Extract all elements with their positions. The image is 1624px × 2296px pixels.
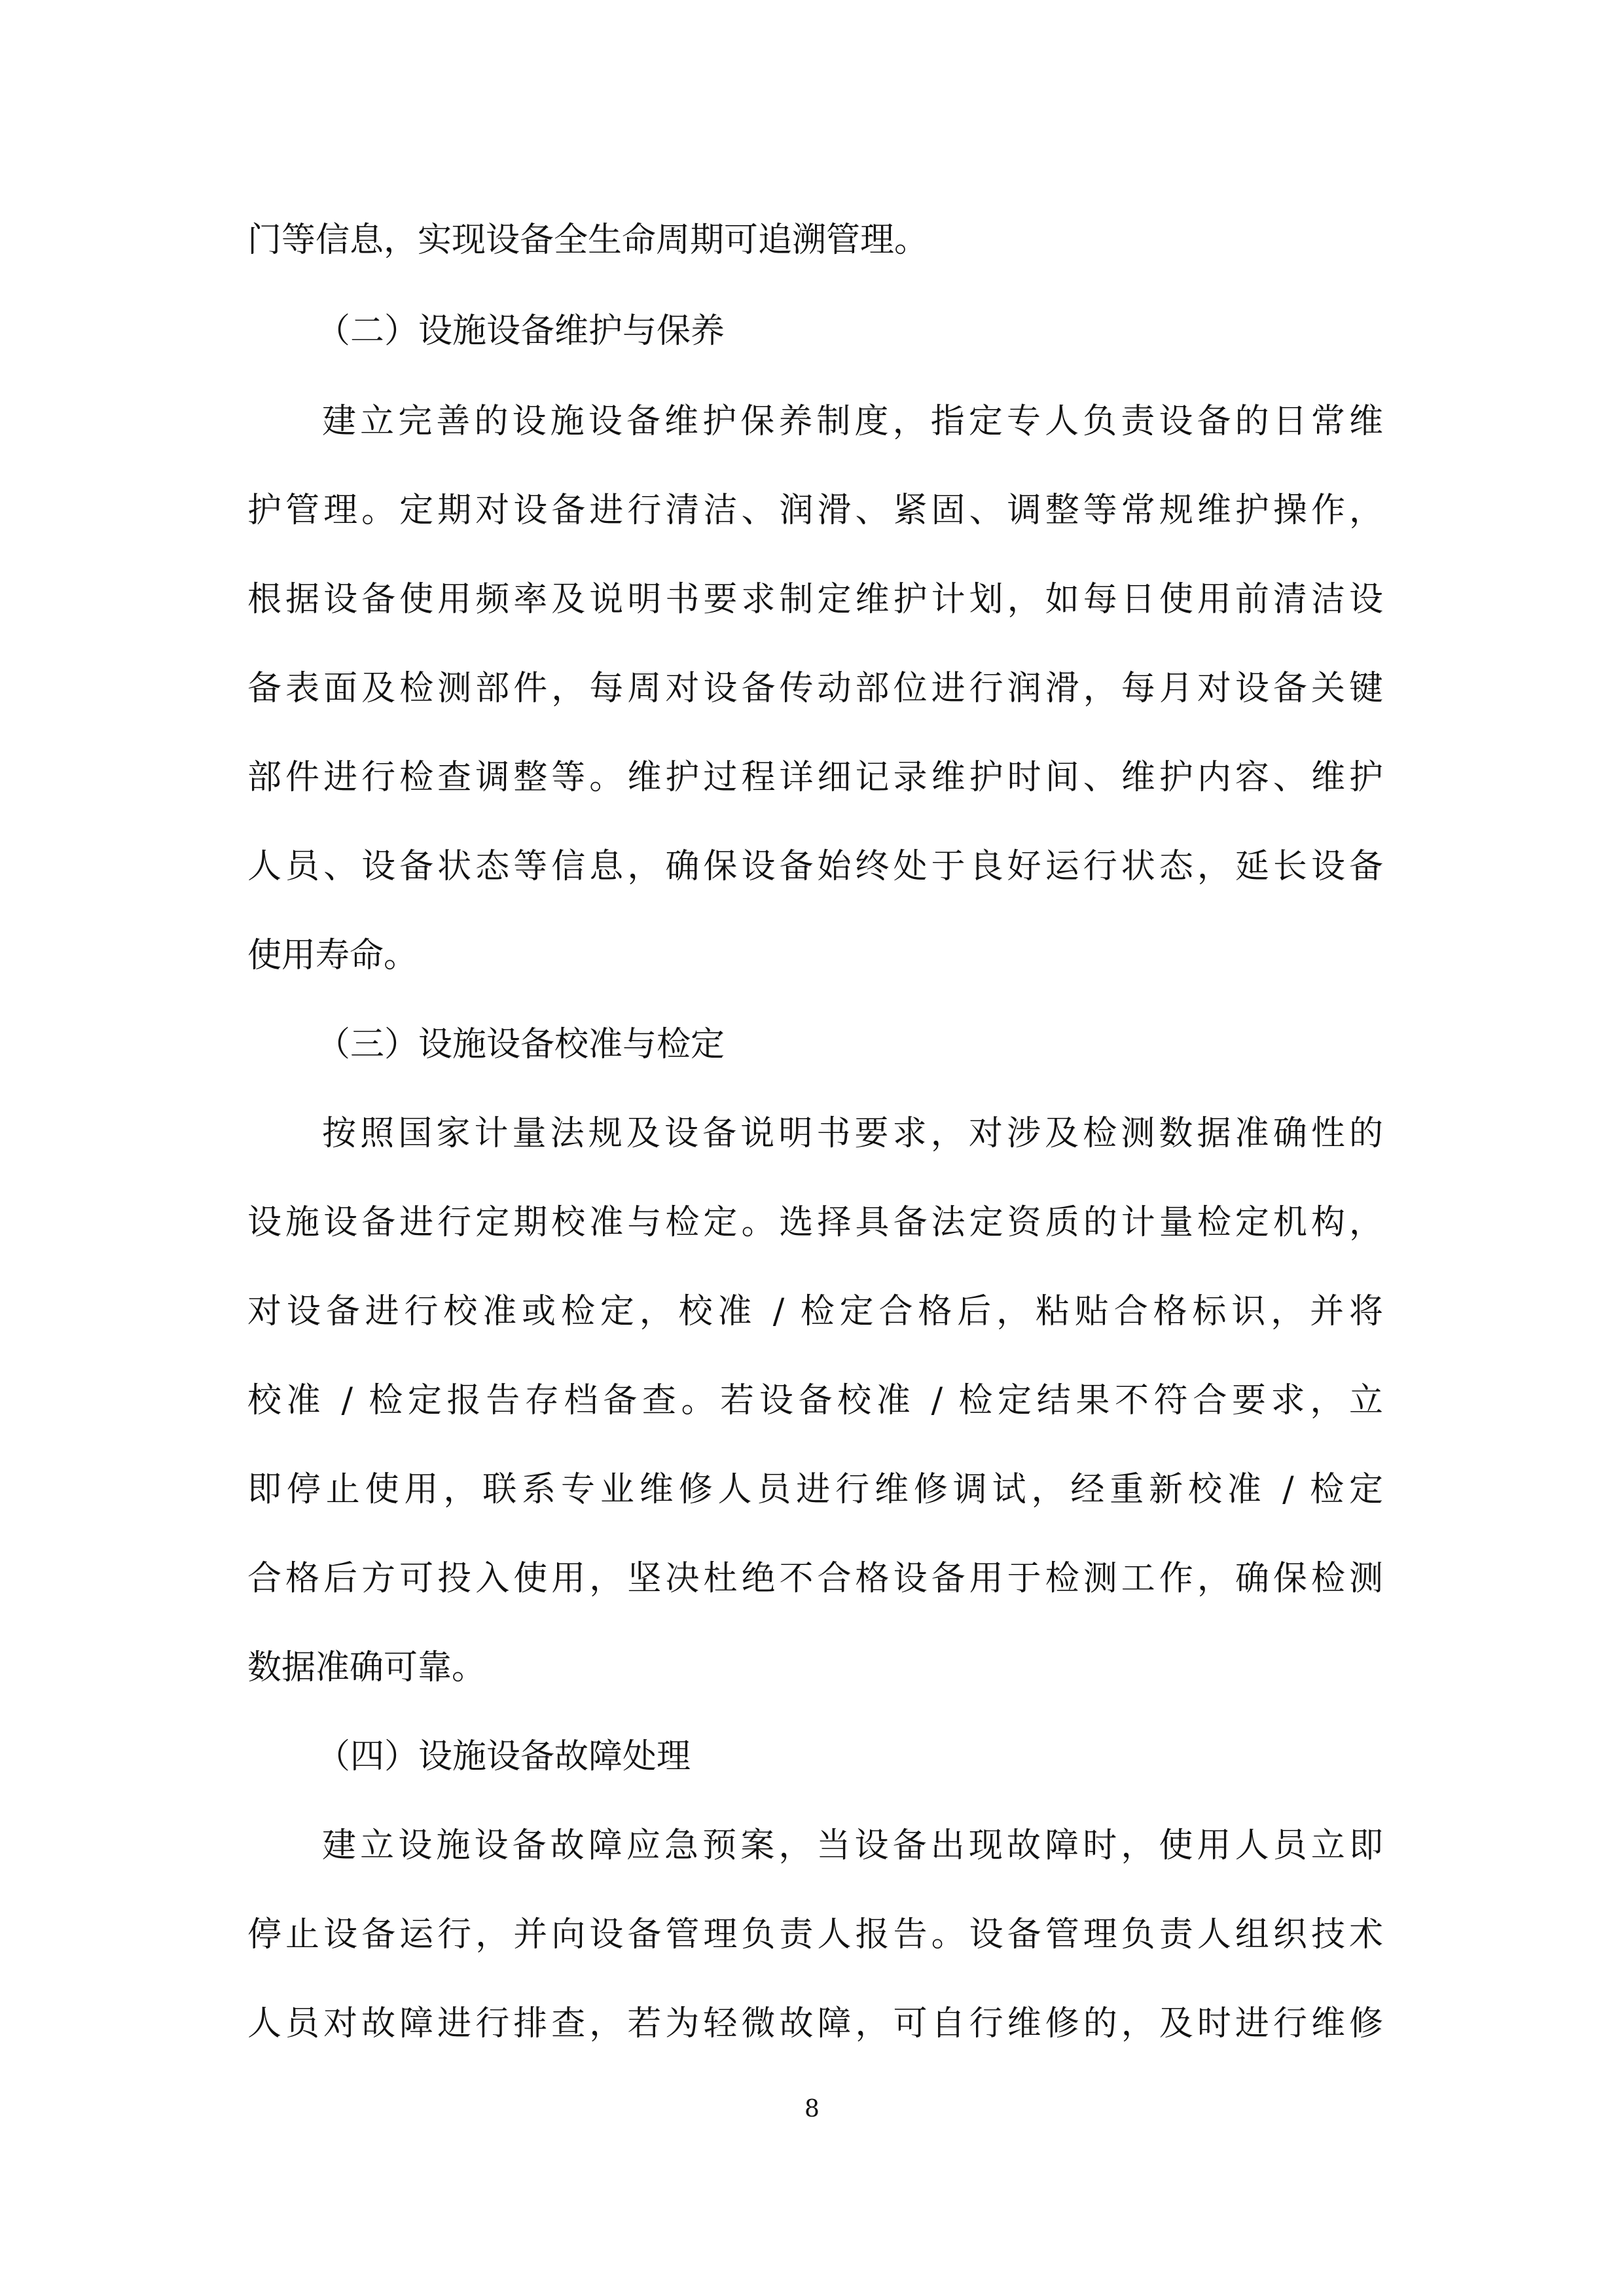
paragraph-line: 数据准确可靠。	[247, 1648, 486, 1687]
paragraph-line: 人员、设备状态等信息，确保设备始终处于良好运行状态，延长设备	[247, 847, 1383, 886]
section-heading-fault-handling: （四）设施设备故障处理	[316, 1737, 691, 1776]
paragraph-line: 停止设备运行，并向设备管理负责人报告。设备管理负责人组织技术	[247, 1915, 1383, 1954]
paragraph-line: 使用寿命。	[247, 936, 418, 975]
paragraph-line: 设施设备进行定期校准与检定。选择具备法定资质的计量检定机构，	[247, 1203, 1383, 1242]
paragraph-line: 建立完善的设施设备维护保养制度，指定专人负责设备的日常维	[322, 402, 1383, 441]
section-heading-maintenance: （二）设施设备维护与保养	[316, 312, 725, 351]
paragraph-line: 部件进行检查调整等。维护过程详细记录维护时间、维护内容、维护	[247, 758, 1383, 797]
paragraph-line: 建立设施设备故障应急预案，当设备出现故障时，使用人员立即	[322, 1826, 1383, 1865]
paragraph-continuation: 门等信息，实现设备全生命周期可追溯管理。	[247, 221, 929, 260]
paragraph-line: 根据设备使用频率及说明书要求制定维护计划，如每日使用前清洁设	[247, 580, 1383, 619]
page-number: 8	[804, 2096, 820, 2123]
paragraph-line: 护管理。定期对设备进行清洁、润滑、紧固、调整等常规维护操作，	[247, 491, 1383, 530]
section-heading-calibration: （三）设施设备校准与检定	[316, 1025, 725, 1064]
paragraph-line: 人员对故障进行排查，若为轻微故障，可自行维修的，及时进行维修	[247, 2004, 1383, 2043]
paragraph-line: 即停止使用，联系专业维修人员进行维修调试，经重新校准 / 检定	[247, 1470, 1383, 1509]
paragraph-line: 合格后方可投入使用，坚决杜绝不合格设备用于检测工作，确保检测	[247, 1559, 1383, 1598]
paragraph-line: 按照国家计量法规及设备说明书要求，对涉及检测数据准确性的	[322, 1114, 1383, 1153]
paragraph-line: 校准 / 检定报告存档备查。若设备校准 / 检定结果不符合要求，立	[247, 1381, 1383, 1420]
paragraph-line: 对设备进行校准或检定，校准 / 检定合格后，粘贴合格标识，并将	[247, 1292, 1383, 1331]
paragraph-line: 备表面及检测部件，每周对设备传动部位进行润滑，每月对设备关键	[247, 669, 1383, 708]
